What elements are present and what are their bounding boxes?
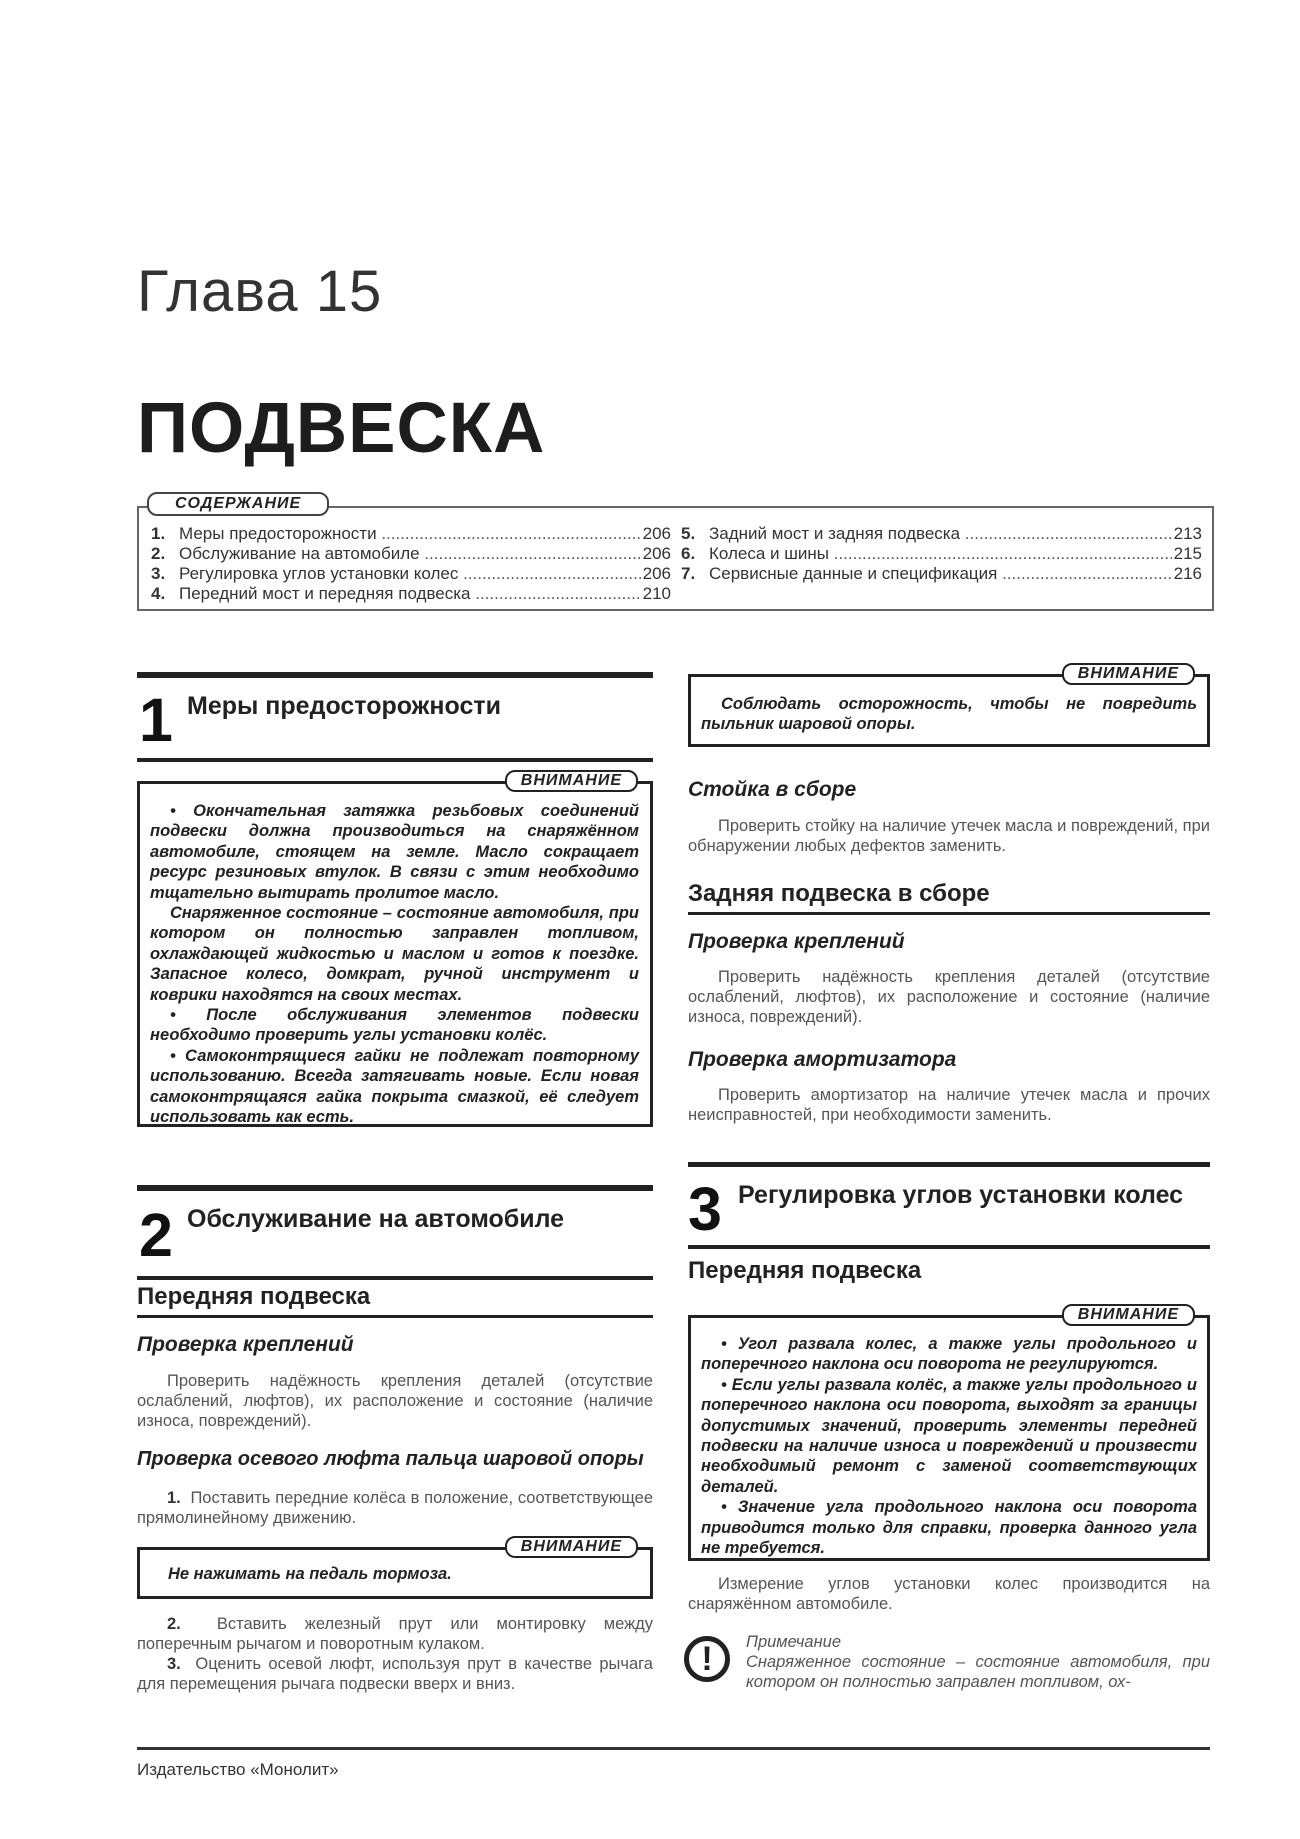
toc-item[interactable]: 7. Сервисные данные и спецификация ..... 216 bbox=[681, 564, 1202, 584]
section-2-header bbox=[137, 1185, 653, 1280]
section-number: 1 bbox=[139, 686, 173, 754]
note-label: Примечание bbox=[746, 1633, 842, 1651]
section-number: 3 bbox=[688, 1175, 722, 1243]
toc-item[interactable]: 5. Задний мост и задняя подвеска ..... 213 bbox=[681, 524, 1202, 544]
footer-publisher: Издательство «Монолит» bbox=[137, 1760, 339, 1779]
toc-label: СОДЕРЖАНИЕ bbox=[147, 492, 329, 516]
section-1-header bbox=[137, 672, 653, 762]
step-1: 1. Поставить передние колёса в положение, соответствующее прямолинейному движению. bbox=[137, 1489, 654, 1527]
toc-item[interactable]: 2. Обслуживание на автомобиле ..... 206 bbox=[151, 544, 671, 564]
section-3-header bbox=[688, 1162, 1210, 1249]
warning-box bbox=[688, 1306, 1210, 1561]
subsection-heading: Передняя подвеска bbox=[137, 1283, 653, 1318]
paragraph: Проверить стойку на наличие утечек масла и повреждений, при обнаружении любых дефектов заменить. bbox=[688, 817, 1210, 855]
exclamation-icon: ! bbox=[684, 1636, 730, 1682]
section-number: 2 bbox=[139, 1201, 173, 1269]
note-text: Снаряженное состояние – состояние автомобиля, при котором он полностью заправлен топливом, ох- bbox=[746, 1653, 1210, 1691]
toc-item[interactable]: 6. Колеса и шины ..... 215 bbox=[681, 544, 1202, 564]
chapter-label: Глава 15 bbox=[137, 259, 383, 324]
warning-text: • Угол развала колес, а также углы продольного и поперечного наклона оси поворота не регулируются. • Если углы развала колёс, а также углы продольного и поперечного наклона оси поворота, выходят за границы допустимых значений, проверить элементы передней подвески на наличие износа и повреждений и произвести необходимый ремонт с заменой соответствующих деталей. • Значение угла продольного наклона оси поворота приводится только для справки, проверка данного угла не требуется. bbox=[701, 1335, 1197, 1558]
subsubsection-heading: Стойка в сборе bbox=[688, 778, 857, 801]
warning-box bbox=[137, 772, 653, 1127]
subsubsection-heading: Проверка креплений bbox=[688, 930, 905, 953]
section-title: Меры предосторожности bbox=[187, 692, 501, 720]
toc-item[interactable]: 1. Меры предосторожности ..... 206 bbox=[151, 524, 671, 544]
toc-right-column bbox=[681, 524, 1202, 584]
toc-item[interactable]: 3. Регулировка углов установки колес ..... 206 bbox=[151, 564, 671, 584]
paragraph: Проверить надёжность крепления деталей (отсутствие ослаблений, люфтов), их расположение и состояние (наличие износа, повреждений). bbox=[688, 968, 1210, 1026]
subsubsection-heading: Проверка креплений bbox=[137, 1333, 354, 1356]
toc-box bbox=[137, 495, 1214, 611]
subsubsection-heading: Проверка осевого люфта пальца шаровой опоры bbox=[137, 1448, 644, 1470]
note bbox=[746, 1632, 1210, 1692]
paragraph: Измерение углов установки колес производится на снаряжённом автомобиле. bbox=[688, 1575, 1210, 1613]
steps-2-3: 2. Вставить железный прут или монтировку между поперечным рычагом и поворотным кулаком. 3. Оценить осевой люфт, используя прут в качестве рычага для перемещения рычага подвески вверх и вниз. bbox=[137, 1615, 653, 1693]
subsection-heading: Задняя подвеска в сборе bbox=[688, 880, 1210, 915]
paragraph: Проверить надёжность крепления деталей (отсутствие ослаблений, люфтов), их расположение и состояние (наличие износа, повреждений). bbox=[137, 1372, 653, 1430]
warning-label: ВНИМАНИЕ bbox=[1062, 1304, 1195, 1326]
warning-text: • Окончательная затяжка резьбовых соединений подвески должна производиться на снаряжённом автомобиле, стоящем на земле. Масло сокращает ресурс резиновых втулок. В связи с этим необходимо тщательно вытирать пролитое масло. Снаряженное состояние – состояние автомобиля, при котором он полностью заправлен топливом, охлаждающей жидкостью и маслом и готов к поездке. Запасное колесо, домкрат, ручной инструмент и коврики находятся на своих местах. • После обслуживания элементов подвески необходимо проверить углы установки колёс. • Самоконтрящиеся гайки не подлежат повторному использованию. Всегда затягивать новые. Если новая самоконтрящаяся гайка покрыта смазкой, её следует использовать как есть. bbox=[150, 802, 639, 1127]
warning-label: ВНИМАНИЕ bbox=[1062, 663, 1195, 685]
section-title: Обслуживание на автомобиле bbox=[187, 1205, 565, 1233]
warning-label: ВНИМАНИЕ bbox=[505, 1536, 638, 1558]
footer-rule bbox=[137, 1747, 1210, 1750]
toc-item[interactable]: 4. Передний мост и передняя подвеска ..... 210 bbox=[151, 584, 671, 604]
warning-box bbox=[688, 665, 1210, 747]
warning-text: Не нажимать на педаль тормоза. bbox=[168, 1565, 452, 1583]
section-title: Регулировка углов установки колес bbox=[738, 1181, 1184, 1209]
paragraph: Проверить амортизатор на наличие утечек масла и прочих неисправностей, при необходимости заменить. bbox=[688, 1086, 1210, 1124]
page-title: ПОДВЕСКА bbox=[137, 389, 546, 468]
warning-label: ВНИМАНИЕ bbox=[505, 770, 638, 792]
toc-left-column bbox=[151, 524, 671, 604]
subsection-heading: Передняя подвеска bbox=[688, 1257, 922, 1284]
subsubsection-heading: Проверка амортизатора bbox=[688, 1048, 957, 1071]
warning-text: Соблюдать осторожность, чтобы не повредить пыльник шаровой опоры. bbox=[701, 695, 1197, 734]
warning-box bbox=[137, 1538, 653, 1599]
